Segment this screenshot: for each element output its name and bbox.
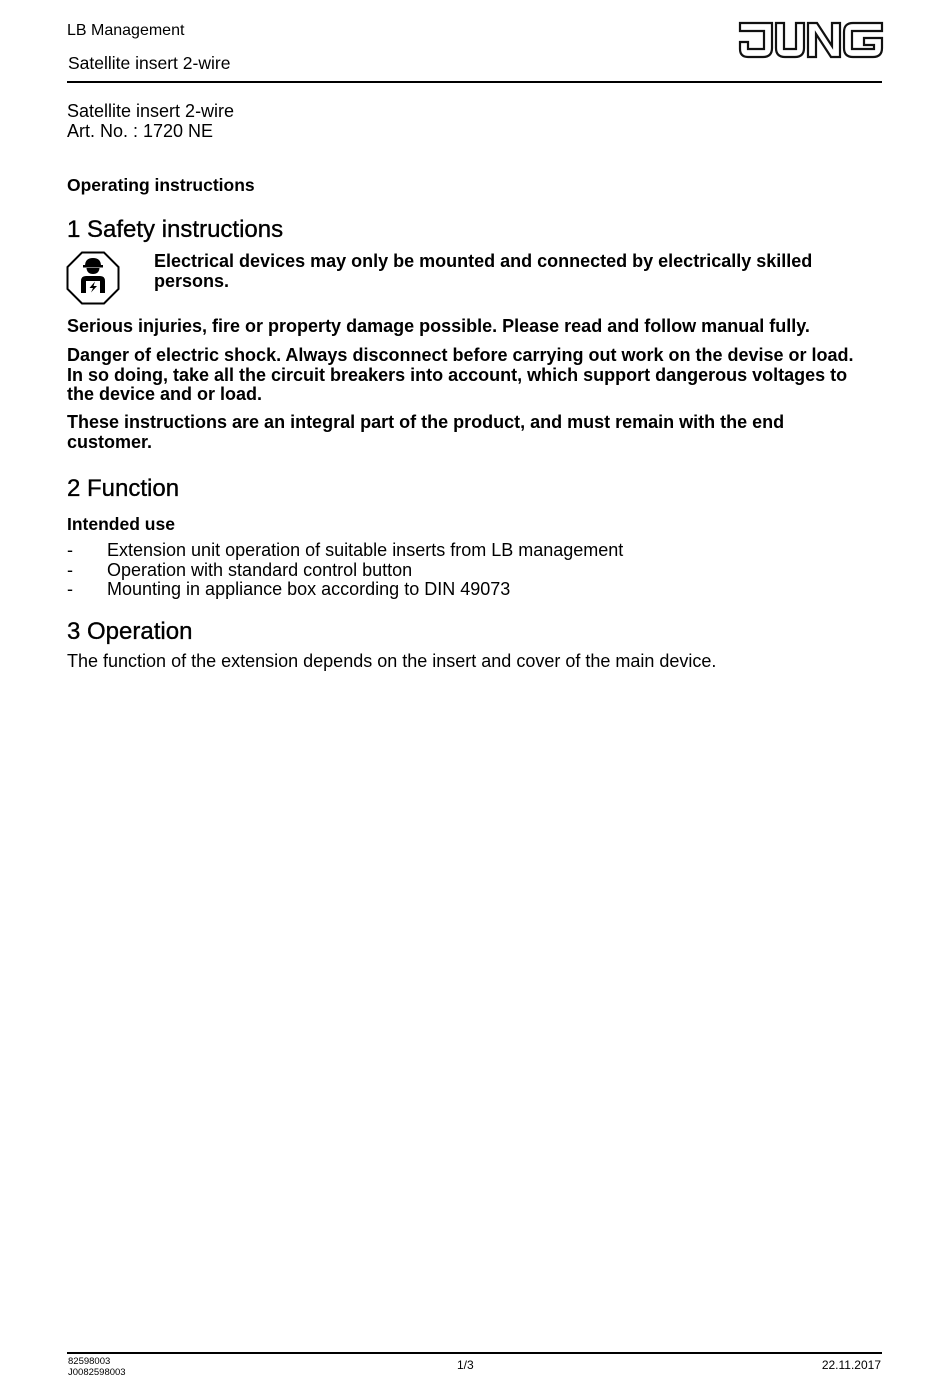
footer-rule (67, 1352, 882, 1354)
bullet-dash: - (67, 579, 73, 599)
list-item (67, 561, 623, 581)
product-name: Satellite insert 2-wire (67, 101, 235, 121)
bullet-dash: - (67, 540, 73, 560)
bullet-dash: - (67, 559, 73, 580)
document-type: Operating instructions (67, 175, 255, 195)
safety-paragraph-danger: Danger of electric shock. Always disconnect before carrying out work on the devise or load. In so doing, take all the circuit breakers into account, which support dangerous voltages to the device and or load. (67, 345, 854, 404)
header-product: Satellite insert 2-wire (68, 53, 231, 73)
list-item (67, 580, 623, 600)
footer-date: 22.11.2017 (821, 1358, 881, 1372)
header-rule (67, 81, 882, 83)
intended-use-list (67, 541, 623, 600)
jung-logo-icon (738, 20, 884, 60)
skilled-persons-notice: Electrical devices may only be mounted and connected by electrically skilled persons. (154, 251, 813, 291)
article-number: Art. No. : 1720 NE (67, 121, 214, 141)
section-function-title: 2 Function (67, 475, 180, 502)
footer-doc-ids (68, 1357, 126, 1378)
intended-use-heading: Intended use (67, 514, 175, 534)
list-item-text: Extension unit operation of suitable inserts from LB management (107, 540, 624, 560)
product-block (67, 101, 234, 141)
section-safety-title: 1 Safety instructions (67, 216, 284, 243)
footer-page-number: 1/3 (457, 1358, 474, 1372)
footer-doc-number: 82598003 (68, 1356, 111, 1367)
jung-logo (738, 20, 884, 60)
safety-paragraph-serious: Serious injuries, fire or property damage possible. Please read and follow manual fully. (67, 316, 810, 336)
footer-doc-code: J0082598003 (68, 1366, 126, 1378)
electrician-warning-icon (66, 251, 120, 305)
header-series: LB Management (67, 22, 185, 39)
list-item-text: Mounting in appliance box according to DIN 49073 (107, 579, 511, 599)
section-operation-title: 3 Operation (67, 618, 193, 645)
list-item-text: Operation with standard control button (107, 559, 413, 580)
safety-paragraph-integral: These instructions are an integral part of the product, and must remain with the end customer. (67, 412, 785, 452)
operation-text: The function of the extension depends on the insert and cover of the main device. (67, 651, 717, 671)
list-item (67, 541, 623, 561)
